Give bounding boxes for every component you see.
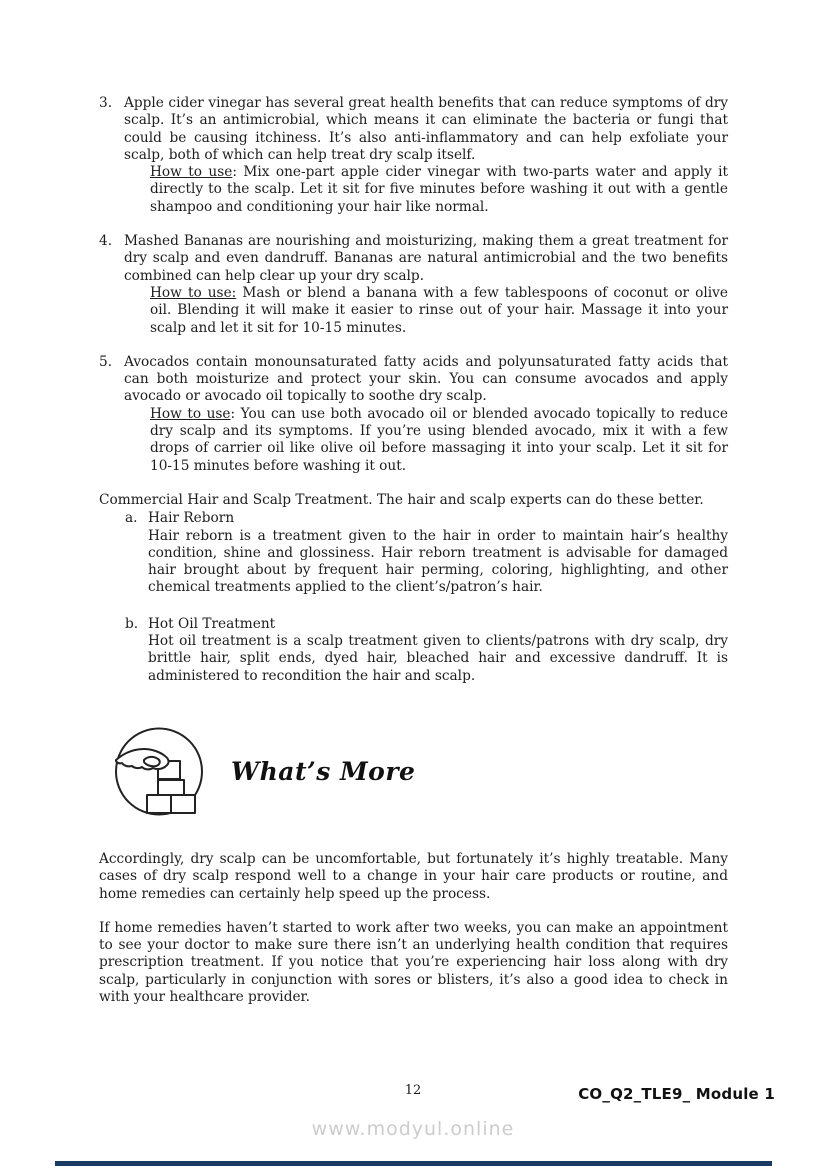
list-item-5 — [99, 354, 728, 475]
lettered-item-marker: b. — [125, 615, 139, 632]
list-item-body — [124, 95, 728, 216]
list-item-3 — [99, 95, 728, 216]
how-to-use-text: Mash or blend a banana with a few tablespoons of coconut or olive oil. Blending it will make it easier to rinse out of your hair. Massage it into your scalp and let it sit for 10-15 minutes. — [150, 284, 728, 336]
hand-stacking-blocks-icon — [114, 725, 205, 818]
closing-paragraph: If home remedies haven’t started to work after two weeks, you can make an appointment to see your doctor to make sure there isn’t an underlying health condition that requires prescription treatment. If you notice that you’re experiencing hair loss along with dry scalp, particularly in conjunction with sores or blisters, it’s also a good idea to check in with your healthcare provider. — [99, 919, 728, 1005]
how-to-use-label: How to use: — [150, 284, 237, 301]
list-item-4 — [99, 233, 728, 337]
list-item-body — [124, 233, 728, 337]
lettered-item-title: Hair Reborn — [148, 510, 235, 527]
lettered-item-b — [125, 616, 728, 685]
how-to-use-text: : Mix one-part apple cider vinegar with two-parts water and apply it directly to the scalp. Let it sit for five minutes before washing it out with a gentle shampoo and conditioning your hair like normal. — [150, 164, 729, 215]
list-item-text: Avocados contain monounsaturated fatty acids and polyunsaturated fatty acids that can both moisturize and protect your skin. You can consume avocados and apply avocado or avocado oil topically to soothe dry scalp. — [124, 353, 728, 405]
section-heading: What’s More — [231, 756, 416, 786]
module-code: CO_Q2_TLE9_ Module 1 — [578, 1085, 775, 1103]
watermark-url: www.modyul.online — [311, 1118, 515, 1140]
commercial-intro: Commercial Hair and Scalp Treatment. The hair and scalp experts can do these better. — [99, 491, 704, 508]
how-to-use-paragraph — [150, 406, 728, 475]
list-item-number: 4. — [99, 233, 113, 250]
how-to-use-label: How to use — [150, 164, 233, 181]
how-to-use-text: : You can use both avocado oil or blended avocado topically to reduce dry scalp and its symptoms. If you’re using blended avocado, mix it with a few drops of carrier oil like olive oil before massaging it into your scalp. Let it sit for 10-15 minutes before washing it out. — [150, 405, 728, 474]
list-item-number: 5. — [99, 353, 113, 370]
lettered-item-body — [148, 510, 728, 596]
list-item-number: 3. — [99, 95, 113, 111]
lettered-item-text: Hair reborn is a treatment given to the hair in order to maintain hair’s healthy condition, shine and glossiness. Hair reborn treatment is advisable for damaged hair brought about by frequent hair perming, coloring, highlighting, and other chemical treatments applied to the client’s/patron’s hair. — [148, 527, 728, 596]
section-banner — [114, 725, 728, 818]
lettered-item-text: Hot oil treatment is a scalp treatment given to clients/patrons with dry scalp, dry brittle hair, split ends, dyed hair, bleached hair and excessive dandruff. It is administered to recondition the hair and scalp. — [148, 633, 728, 684]
lettered-item-title: Hot Oil Treatment — [148, 615, 276, 632]
lettered-item-body — [148, 616, 728, 685]
lettered-item-marker: a. — [125, 510, 138, 527]
page-number: 12 — [404, 1083, 422, 1098]
lettered-item-a — [125, 510, 728, 596]
how-to-use-label: How to use — [150, 405, 231, 422]
page-bottom-bar — [55, 1161, 772, 1166]
list-item-body — [124, 354, 728, 475]
how-to-use-paragraph — [150, 164, 728, 216]
list-item-text: Mashed Bananas are nourishing and moisturizing, making them a great treatment for dry scalp and even dandruff. Bananas are natural antimicrobial and the two benefits combined can help clear up your dry scalp. — [124, 233, 728, 284]
page-content — [99, 95, 728, 1023]
closing-paragraph: Accordingly, dry scalp can be uncomfortable, but fortunately it’s highly treatable. Many cases of dry scalp respond well to a change in your hair care products or routine, and home remedies can certainly help speed up the process. — [99, 850, 728, 902]
list-item-text: Apple cider vinegar has several great health benefits that can reduce symptoms of dry scalp. It’s an antimicrobial, which means it can eliminate the bacteria or fungi that could be causing itchiness. It’s also anti-inflammatory and can help exfoliate your scalp, both of which can help treat dry scalp itself. — [124, 95, 728, 163]
how-to-use-paragraph — [150, 285, 728, 337]
